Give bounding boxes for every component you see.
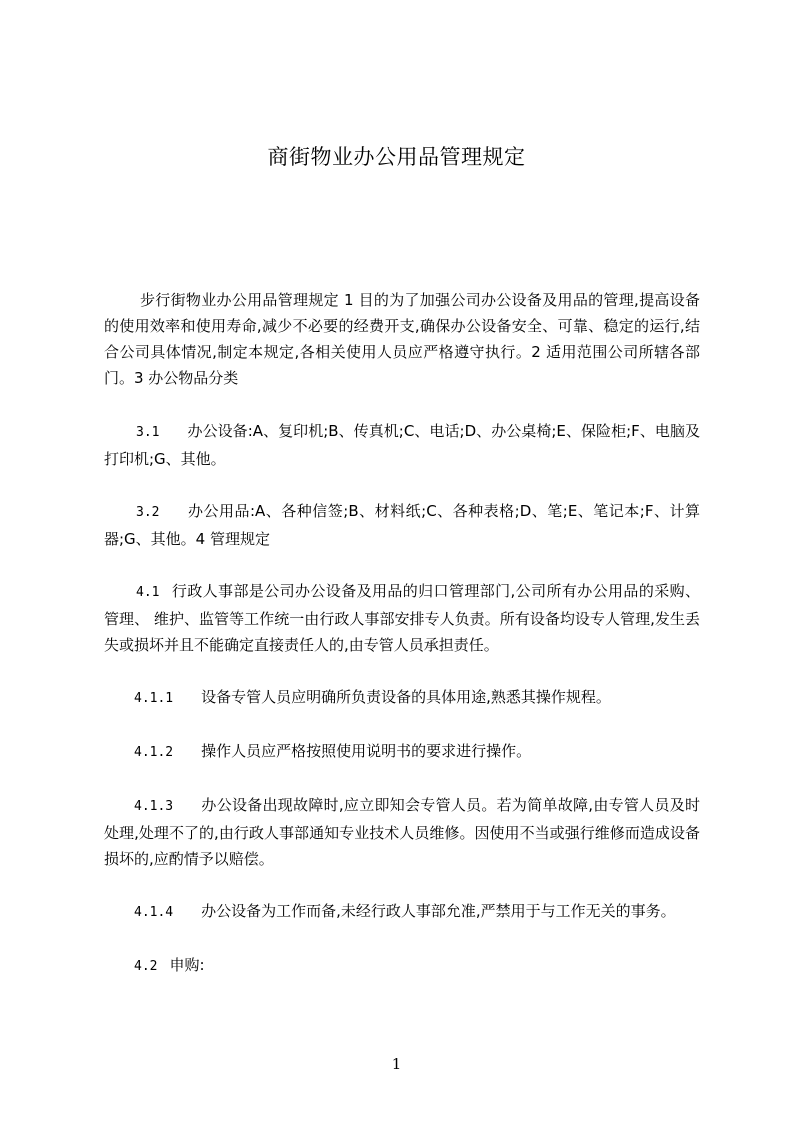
section-number: 4.2 [134,959,158,974]
paragraph-3-2 [104,498,700,552]
section-text: 设备专管人员应明确所负责设备的具体用途,熟悉其操作规程。 [201,688,611,706]
section-text: 办公用品:A、各种信签;B、材料纸;C、各种表格;D、笔;E、笔记本;F、计算器;G、其他。4 管理规定 [104,502,700,548]
paragraph-4-1-4 [104,898,700,926]
section-text: 申购: [169,956,205,974]
section-number: 4.1 [136,585,160,600]
document-body [104,287,700,980]
document-title: 商街物业办公用品管理规定 [267,145,526,169]
paragraph-3-1 [104,418,700,472]
section-text: 办公设备为工作而备,未经行政人事部允准,严禁用于与工作无关的事务。 [201,902,676,920]
section-number: 4.1.4 [134,905,174,920]
paragraph-4-1-1 [104,684,700,712]
section-text: 办公设备出现故障时,应立即知会专管人员。若为简单故障,由专管人员及时处理,处理不了的,由行政人事部通知专业技术人员维修。因使用不当或强行维修而造成设备损坏的,应酌情予以赔偿。 [104,796,700,868]
paragraph-4-2 [104,952,700,980]
section-text: 操作人员应严格按照使用说明书的要求进行操作。 [201,742,532,760]
paragraph-4-1-3 [104,792,700,872]
section-text: 行政人事部是公司办公设备及用品的归口管理部门,公司所有办公用品的采购、管理、 维护、监管等工作统一由行政人事部安排专人负责。所有设备均设专人管理,发生丢失或损坏并且不能确定直接责任人的,由专管人员承担责任。 [104,582,700,654]
section-number: 3.1 [136,425,160,440]
section-number: 4.1.3 [134,799,174,814]
paragraph-4-1-2 [104,738,700,766]
section-number: 3.2 [136,505,160,520]
section-number: 4.1.1 [134,691,174,706]
section-number: 4.1.2 [134,745,174,760]
page-number: 1 [391,1055,402,1073]
paragraph-intro: 步行街物业办公用品管理规定 1 目的为了加强公司办公设备及用品的管理,提高设备的使用效率和使用寿命,减少不必要的经费开支,确保办公设备安全、可靠、稳定的运行,结合公司具体情况,制定本规定,各相关使用人员应严格遵守执行。2 适用范围公司所辖各部门。3 办公物品分类 [104,291,700,387]
section-text: 办公设备:A、复印机;B、传真机;C、电话;D、办公桌椅;E、保险柜;F、电脑及打印机;G、其他。 [104,422,700,468]
paragraph-4-1 [104,578,700,658]
